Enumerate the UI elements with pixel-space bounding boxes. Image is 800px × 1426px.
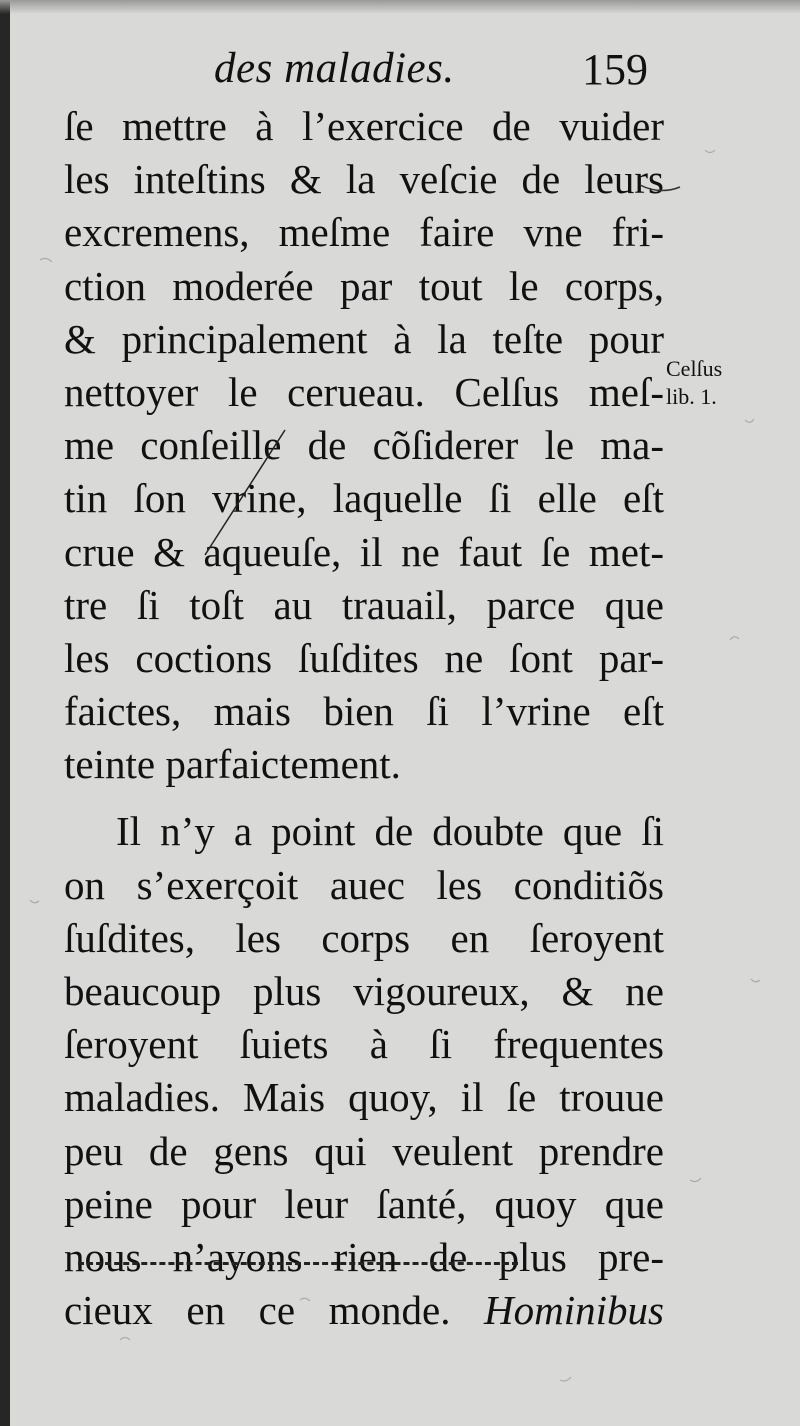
text-line: ſeroyent ſuiets à ſi frequentes (64, 1021, 664, 1068)
text-line: Il n’y a point de doubte que ſi (116, 808, 664, 855)
text-line: tre ſi toſt au trauail, parce que (64, 581, 664, 628)
text-line: on s’exerçoit auec les conditiõs (64, 861, 664, 908)
text-line: crue & aqueuſe, il ne faut ſe met- (64, 528, 664, 575)
text-line: ſe mettre à l’exercice de vuider (64, 103, 664, 149)
text-line: peu de gens qui veulent prendre (64, 1127, 664, 1174)
page-number: 159 (582, 45, 648, 94)
text-line: ſuſdites, les corps en ſeroyent (64, 914, 664, 961)
text-line: beaucoup plus vigoureux, & ne (64, 968, 664, 1014)
text-line: nettoyer le cerueau. Celſus meſ- (64, 368, 664, 415)
text-line: maladies. Mais quoy, il ſe trouue (64, 1074, 664, 1121)
text-line: me conſeille de cõſiderer le ma- (64, 422, 664, 469)
text-line: teinte parfaictement. (64, 741, 401, 788)
margin-note-line: Celſus (666, 356, 723, 381)
margin-note-line: lib. 1. (666, 384, 717, 409)
text-line: tin ſon vrine, laquelle ſi elle eſt (64, 475, 664, 522)
text-line: nous n’ayons rien de plus pre- (64, 1233, 664, 1280)
text-line: les coctions ſuſdites ne ſont par- (64, 634, 664, 681)
text-line: excremens, meſme faire vne fri- (64, 209, 664, 256)
catchword: Hominibus (484, 1287, 664, 1334)
text-line: les inteſtins & la veſcie de leurs (64, 156, 664, 203)
text-line: peine pour leur ſanté, quoy que (64, 1180, 664, 1227)
pen-stroke (205, 430, 285, 555)
pen-stroke (640, 185, 680, 191)
running-title: des maladies. (214, 45, 455, 92)
text-line: & principalement à la teſte pour (64, 315, 664, 362)
text-line: faictes, mais bien ſi l’vrine eſt (64, 688, 664, 735)
text-line-content: cieux en ce monde. (64, 1287, 451, 1334)
text-line: ction moderée par tout le corps, (64, 262, 664, 309)
